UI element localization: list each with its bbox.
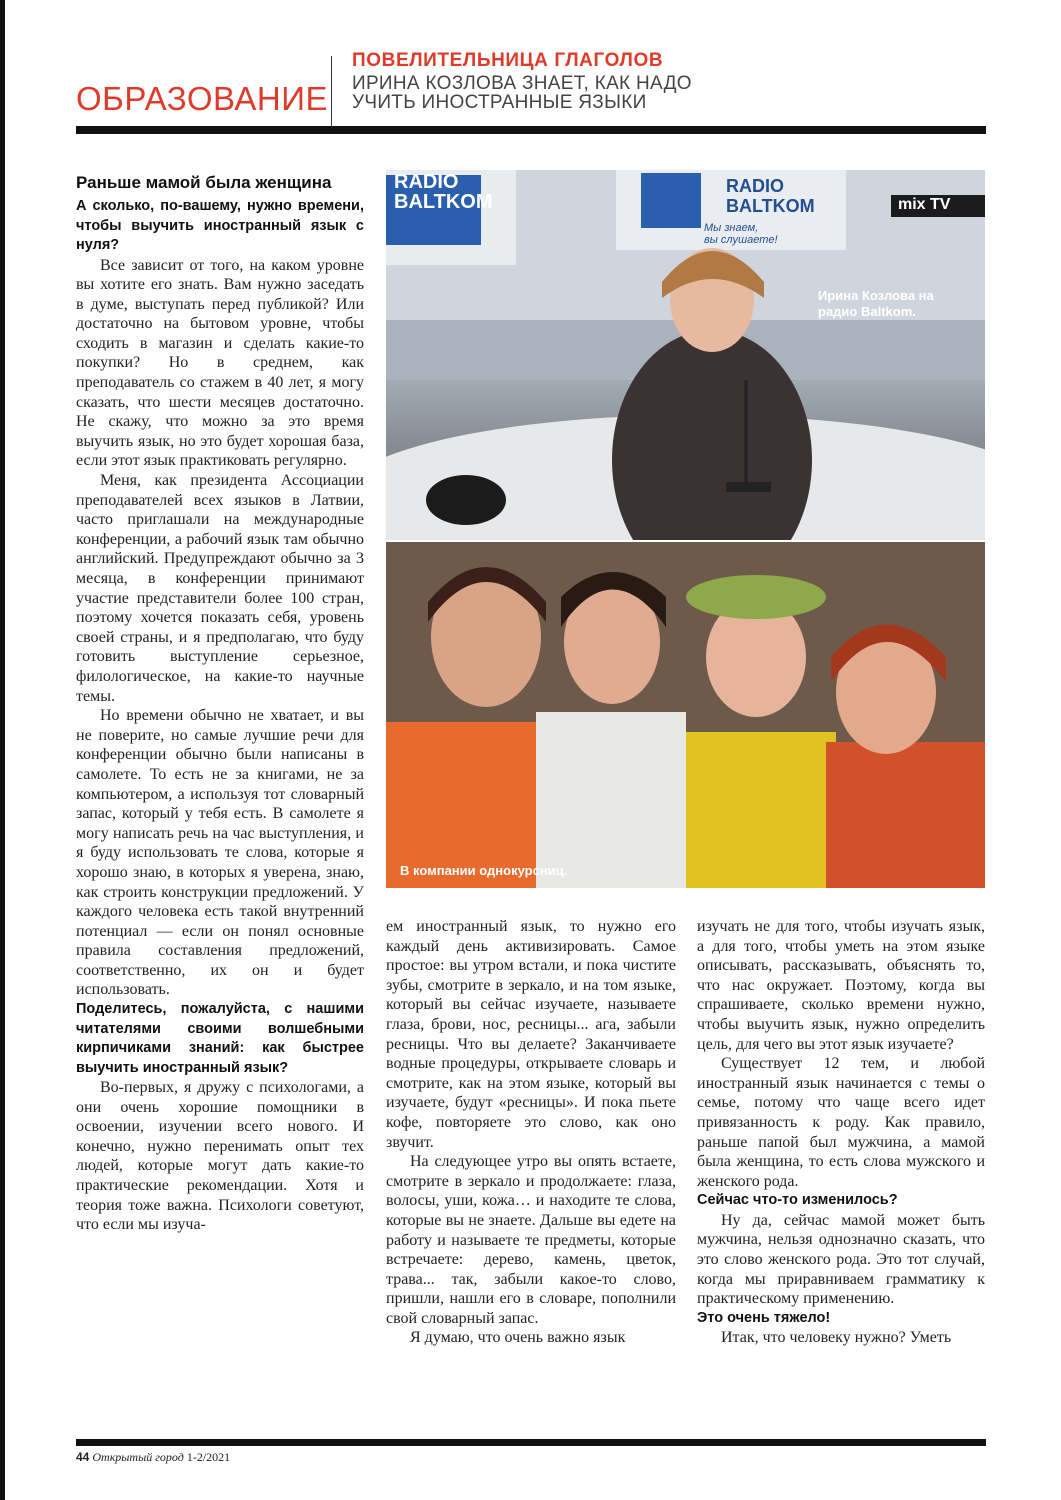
article-column-1 (76, 173, 364, 1235)
paragraph: Все зависит от того, на каком уровне вы хотите его знать. Вам нужно заседать в думе, выступать перед публикой? Или достаточно на бытовом уровне, чтобы сходить в магазин и сделать какие-то покупки? Но в среднем, как преподаватель со стажем в 40 лет, я могу сказать, что шести месяцев достаточно. Не скажу, что можно за это время выучить язык, но это будет хорошая база, если этот язык практиковать регулярно. (76, 256, 364, 470)
article-subtitle (352, 74, 692, 112)
paragraph: Меня, как президента Ассоциации преподавателей всех языков в Латвии, часто приглашали на международные конференции, а рабочий язык там обычно английский. Предупреждают обычно за 3 месяца, в конференции принимают участие представители более 100 стран, поэтому хочется показать себя, уровень своей страны, и я предполагаю, что буду готовить выступление серьезное, филологическое, на какие-то научные темы. (76, 472, 364, 705)
section-label: ОБРАЗОВАНИЕ (76, 80, 328, 117)
photo-classmates (386, 542, 985, 888)
article-subtitle-line2: УЧИТЬ ИНОСТРАННЫЕ ЯЗЫКИ (352, 92, 647, 113)
paragraph: Но времени обычно не хватает, и вы не поверите, но самые лучшие речи для конференции обычно были написаны в самолете. То есть не за книгами, не за компьютером, а используя тот словарный запас, который у тебя есть. В самолете я могу написать речь на час выступления, и я буду использовать те слова, которые я хорошо знаю, в которых я уверена, знаю, как строить конструкции предложений. У каждого человека есть такой внутренний потенциал — если он понял основные правила составления предложений, соответственно, их он и будет использовать. (76, 707, 364, 999)
paragraph: Я думаю, что очень важно язык (410, 1329, 626, 1347)
paragraph: Итак, что человеку нужно? Уметь (721, 1329, 952, 1347)
article-subtitle-line1: ИРИНА КОЗЛОВА ЗНАЕТ, КАК НАДО (352, 73, 692, 94)
page-edge-bar (0, 0, 5, 1500)
radio-slogan: Мы знаем, вы слушаете! (704, 222, 778, 246)
issue-number: 1-2/2021 (186, 1450, 231, 1464)
photo-caption-1: Ирина Козлова на радио Baltkom. (818, 288, 934, 319)
interview-question: Это очень тяжело! (697, 1309, 831, 1326)
interview-question: Поделитесь, пожалуйста, с нашими читателями своими волшебными кирпичиками знаний: как быстрее выучить иностранный язык? (76, 1001, 364, 1076)
article-title: ПОВЕЛИТЕЛЬНИЦА ГЛАГОЛОВ (352, 50, 664, 71)
interview-question: А сколько, по-вашему, нужно времени, чтобы выучить иностранный язык с нуля? (76, 198, 364, 253)
radio-logo-left: RADIO BALTKOM (394, 171, 493, 213)
interview-question: Сейчас что-то изменилось? (697, 1192, 898, 1209)
photo-caption-2: В компании однокурсниц. (400, 863, 568, 878)
paragraph: изучать не для того, чтобы изучать язык, а для того, чтобы уметь на этом языке описывать, рассказывать, объяснять то, что нас окружает. Поэтому, когда вы спрашиваете, сколько времени нужно, чтобы выучить язык, нужно определить цель, для чего вы этот язык изучаете? (697, 918, 985, 1053)
paragraph: Во-первых, я дружу с психологами, а они очень хорошие помощники в освоении, изучении всего нового. И конечно, нужно перенимать опыт тех людей, которые могут дать какие-то практические рекомендации. Хотя и теория тоже важна. Психологи советуют, что если мы изуча- (76, 1079, 364, 1234)
paragraph: Ну да, сейчас мамой может быть мужчина, нельзя однозначно сказать, что это слово женского рода. Это тот случай, когда мы приравниваем грамматику к практическому применению. (697, 1211, 985, 1308)
paragraph: ем иностранный язык, то нужно его каждый день активизировать. Самое простое: вы утром встали, и пока чистите зубы, смотрите в зеркало, и на том языке, который вы сейчас изучаете, называете глаза, брови, нос, ресницы... ага, забыли ресницы. Что вы делаете? Заканчиваете водные процедуры, открываете словарь и смотрите, как на этом языке, который вы изучаете, будут «ресницы». И пока пьете кофе, повторяете это слово, как оно звучит. (386, 918, 676, 1151)
page-footer (76, 1450, 230, 1465)
paragraph: На следующее утро вы опять встаете, смотрите в зеркало и продолжаете: глаза, волосы, уши, кожа… и находите те слова, которые вы не знаете. Дальше вы едете на работу и называете те предметы, которые встречаете: дерево, камень, цветок, трава... так, забыли какое-то слово, пришли, нашли его в словаре, пополнили свой словарный запас. (386, 1153, 676, 1327)
footer-rule (76, 1439, 986, 1446)
radio-logo-right: RADIO BALTKOM (726, 176, 815, 216)
header-divider (331, 56, 332, 126)
page-number: 44 (76, 1450, 90, 1464)
photo-radio-studio (386, 170, 985, 540)
paragraph: Существует 12 тем, и любой иностранный язык начинается с темы о семье, потому что чаще всего идет привязанность к роду. Как правило, раньше папой был мужчина, а мамой была женщина, то есть слова мужского и женского рода. (697, 1055, 985, 1190)
photo-classmates-image (386, 542, 985, 888)
tv-logo: mix TV (898, 196, 951, 213)
magazine-name: Открытый город (92, 1450, 184, 1464)
header-rule (76, 126, 986, 134)
photo-radio-studio-image (386, 170, 985, 540)
article-column-2 (386, 917, 676, 1348)
article-column-3 (697, 917, 985, 1348)
section-heading: Раньше мамой была женщина (76, 173, 332, 192)
